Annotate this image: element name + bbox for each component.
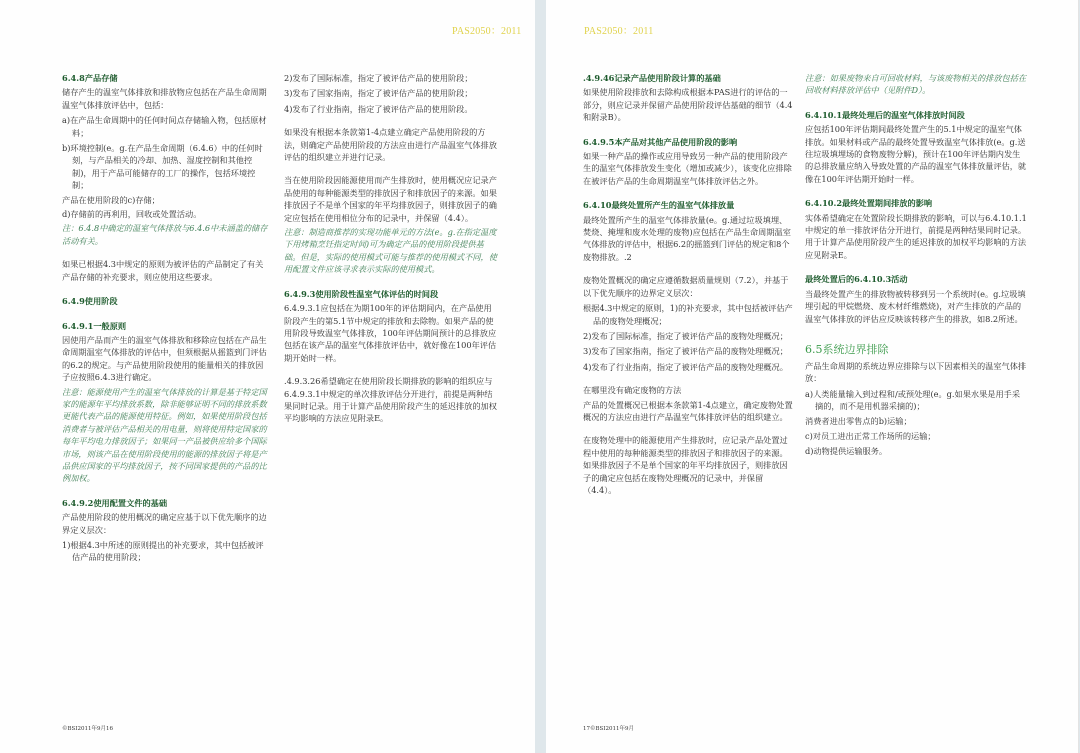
paragraph: 废物处置概况的确定应遵循数据质量规则（7.2），并基于以下优先顺序的边界定义层次： xyxy=(583,275,789,298)
paragraph: 如果已根据4.3中规定的原则为被评估的产品制定了有关产品存储的补充要求，则应使用这些要求。 xyxy=(62,259,264,282)
list-item: b)环境控制(e。g.在产品生命周期（6.4.6）中的任何时刻，与产品相关的冷却、加热、湿度控制和其他控制)，用于产品可能储存的工厂的操作，包括环境控制； xyxy=(62,143,263,191)
running-head: PAS2050：2011 xyxy=(452,26,522,37)
note: 注意：如果废物来自可回收材料，与该废物相关的排放包括在回收材料排放评估中（见附件D）。 xyxy=(805,73,1027,96)
list-item: a)在产品生命周期中的任何时间点存储输入物，包括原材料； xyxy=(62,115,267,138)
page-footer: ©BSI2011年9月16 xyxy=(62,726,113,732)
paragraph: 产品使用阶段的使用概况的确定应基于以下优先顺序的边界定义层次： xyxy=(62,512,267,535)
section-heading: 6.4.8产品存储 xyxy=(62,73,118,83)
section-heading: 6.4.10最终处置所产生的温室气体排放量 xyxy=(583,200,735,211)
paragraph: 因使用产品而产生的温室气体排放和移除应包括在产品生命周期温室气体排放的评估中，但须根据从摇篮到门评估的6.2的规定。与产品使用阶段使用的能量相关的排放因子应按照6.4.3进行确定。 xyxy=(62,334,267,383)
paragraph: 最终处置所产生的温室气体排放量(e。g.通过垃圾填埋、焚烧、掩埋和废水处理的废物)应包括在产品生命周期温室气体排放的评估中，根据6.2的摇篮到门评估的规定和8个废物排放。.2 xyxy=(583,214,791,262)
note: 注意：能源使用产生的温室气体排放的计算是基于特定国家的能源年平均排放系数，除非能够证明不同的排放系数更能代表产品的能源使用特征。例如，如果使用阶段包括消费者与被评估产品相关的用电量，则将使用特定国家的每年平均电力排放因子；如果同一产品被供应给多个国际市场，则该产品在使用阶段使用的能源的排放因子将是产品供应国家的平均排放因子，按不同国家提供的产品的比例加权。 xyxy=(62,386,267,484)
paragraph: 产品的处置概况已根据本条款第1-4点建立，确定废物处置概况的方法应由进行产品温室气体排放评估的组织建立。 xyxy=(583,399,793,422)
major-heading: 6.5系统边界排除 xyxy=(805,342,889,356)
section-heading: 6.4.9.2使用配置文件的基础 xyxy=(62,497,168,508)
list-item: 1)根据4.3中所述的原则提出的补充要求，其中包括被评估产品的使用阶段； xyxy=(62,540,264,563)
column xyxy=(284,72,498,425)
note: 注：6.4.8中确定的温室气体排放与6.4.6中未涵盖的储存活动有关。 xyxy=(62,223,268,246)
paragraph: 实体希望确定在处置阶段长期排放的影响，可以与6.4.10.1.1中规定的单一排放评估分开进行，前提是两种结果同时记录。用于计算产品使用阶段产生的延迟排放的加权平均影响的方法应见附录E。 xyxy=(805,212,1027,260)
section-heading: 6.4.9.5本产品对其他产品使用阶段的影响 xyxy=(583,136,738,147)
paragraph: 消费者进出零售点的b)运输； xyxy=(805,415,912,426)
paragraph: 如果一种产品的操作或应用导致另一种产品的使用阶段产生的温室气体排放发生变化（增加或减少），该变化应排除在被评估产品的生命周期温室气体排放评估之外。 xyxy=(583,151,792,186)
section-heading: 最终处置后的6.4.10.3活动 xyxy=(805,274,908,285)
list-item: d)动物提供运输服务。 xyxy=(805,446,888,457)
section-heading: 6.4.9.3使用阶段性温室气体评估的时间段 xyxy=(284,288,439,299)
list-item: 2)发布了国际标准，指定了被评估产品的废物处理概况； xyxy=(583,330,788,341)
list-item: 4)发布了行业指南，指定了被评估产品的废物处理概况。 xyxy=(583,361,788,372)
section-heading: 6.4.10.2最终处置期间排放的影响 xyxy=(805,198,933,209)
paragraph: 当最终处置产生的排放物被转移到另一个系统时(e。g.垃圾填埋引起的甲烷燃烧、废木材纤维燃烧)，对产生排放的产品的温室气体排放的评估应反映该转移产生的排放，如8.2所述。 xyxy=(805,288,1026,324)
paragraph: 在废物处理中的能源使用产生排放时，应记录产品处置过程中使用的每种能源类型的排放因子和排放因子的来源。如果排放因子不是单个国家的年平均排放因子，则排放因子的确定应包括在废物处理概况的记录中，并保留（4.4）。 xyxy=(583,435,788,495)
paragraph: 储存产生的温室气体排放和排放物应包括在产品生命周期温室气体排放评估中，包括： xyxy=(62,87,267,110)
section-heading: 6.4.9使用阶段 xyxy=(62,296,118,307)
paragraph: .4.9.3.26希望确定在使用阶段长期排放的影响的组织应与6.4.9.3.1中规定的单次排放评估分开进行，前提是两种结果同时记录。用于计算产品使用阶段产生的延迟排放的加权平均影响的方法应见附录E。 xyxy=(284,376,497,424)
column xyxy=(805,72,1027,458)
page-right xyxy=(546,0,1079,753)
page-left xyxy=(0,0,535,753)
paragraph: 如果没有根据本条款第1-4点建立确定产品使用阶段的方法，则确定产品使用阶段的方法应由进行产品温室气体排放评估的组织建立并进行记录。 xyxy=(284,127,497,163)
paragraph: 在哪里没有确定废物的方法 xyxy=(583,385,682,396)
section-heading: .4.9.46记录产品使用阶段计算的基础 xyxy=(583,73,721,83)
list-item: 3)发布了国家指南，指定了被评估产品的废物处理概况； xyxy=(583,346,788,357)
paragraph: 产品生命周期的系统边界应排除与以下因素相关的温室气体排放： xyxy=(805,360,1027,384)
list-item: 4)发布了行业指南，指定了被评估产品的使用阶段。 xyxy=(284,103,473,114)
paragraph: 当在使用阶段因能源使用而产生排放时，使用概况应记录产品使用的每种能源类型的排放因子和排放因子的来源。如果排放因子不是单个国家的年平均排放因子，则排放因子的确定应包括在使用相位分布的记录中，并保留（4.4）。 xyxy=(284,175,497,223)
list-item: 3)发布了国家指南，指定了被评估产品的使用阶段； xyxy=(284,88,473,99)
paragraph: 产品在使用阶段的c)存储； xyxy=(62,194,160,205)
page-footer: 17©BSI2011年9月 xyxy=(583,726,634,732)
section-heading: 6.4.9.1一般原则 xyxy=(62,320,127,331)
paragraph: 应包括100年评估期间最终处置产生的5.1中规定的温室气体排放。如果材料或产品的最终处置导致温室气体排放(e。g.送往垃圾填埋场的食物废物分解)，预计在100年评估期内发生的总排放量应纳入导致处置的产品的温室气体排放量评估，就像在100年评估期开始时一样。 xyxy=(805,124,1027,184)
paragraph: 6.4.9.3.1应包括在为期100年的评估期间内，在产品使用阶段产生的第5.1节中规定的排放和去除物。如果产品的使用阶段导致温室气体排放，100年评估期间预计的总排放应包括在该产品的温室气体排放评估中，就好像在100年评估期开始时一样。 xyxy=(284,303,497,363)
column xyxy=(62,72,270,564)
section-heading: 6.4.10.1最终处理后的温室气体排放时间段 xyxy=(805,109,965,120)
list-item: a)人类能量输入到过程和/或预处理(e。g.如果水果是用手采摘的，而不是用机器采摘的)； xyxy=(805,388,1021,412)
paragraph: 2)发布了国际标准，指定了被评估产品的使用阶段； xyxy=(284,73,473,83)
list-item: c)对员工进出正常工作场所的运输； xyxy=(805,430,936,441)
column xyxy=(583,72,793,496)
paragraph: 如果使用阶段排放和去除构成根据本PAS进行的评估的一部分，则应记录并保留产品使用阶段评估基础的细节（4.4和附录B）。 xyxy=(583,87,793,123)
paragraph: d)存储前的再利用，回收或处置活动。 xyxy=(62,209,202,220)
list-item: 根据4.3中规定的原则，1)的补充要求，其中包括被评估产品的废物处理概况； xyxy=(583,303,793,326)
note: 注意：制造商推荐的实现功能单元的方法(e。g.在指定温度下用烤箱烹饪指定时间)可为确定产品的使用阶段提供基础。但是，实际的使用模式可能与推荐的使用模式不同，使用配置文件应该寻求表示实际的使用模式。 xyxy=(284,227,497,275)
running-head: PAS2050：2011 xyxy=(584,26,654,37)
